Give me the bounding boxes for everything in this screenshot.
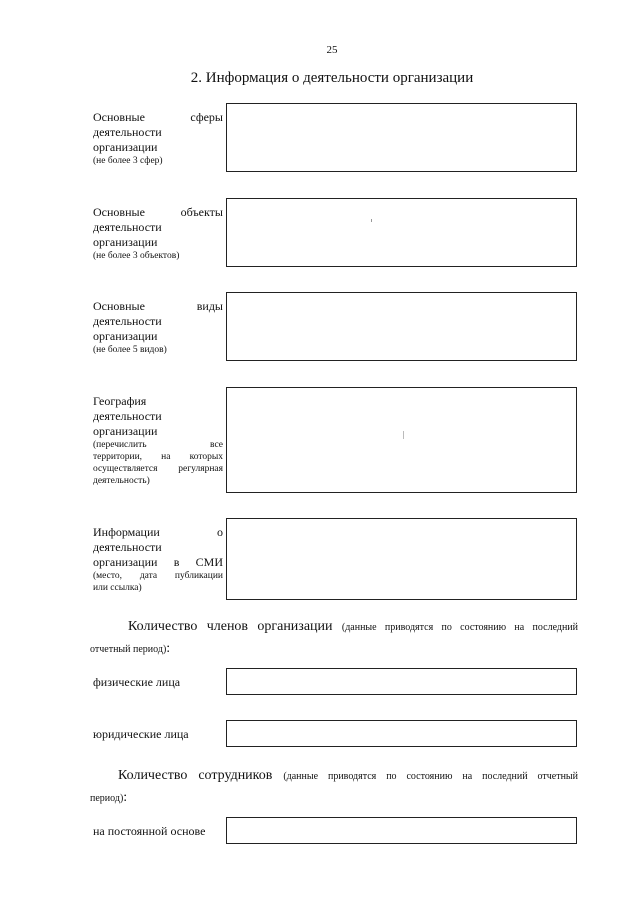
individuals-input-box[interactable] [226,668,577,695]
media-input-box[interactable] [226,518,577,600]
permanent-staff-label: на постоянной основе [93,824,206,838]
staff-heading: Количество сотрудников (данные приводятся по состоянию на последний отчетный период): [90,768,578,805]
individuals-label: физические лица [93,675,181,689]
scan-speck [403,431,404,439]
kinds-input-box[interactable] [226,292,577,361]
kinds-label: Основные виды деятельности организации (не более 5 видов) [93,299,223,355]
page-number: 25 [326,44,338,56]
geography-input-box[interactable] [226,387,577,493]
geography-label: География деятельности организации (перечислить все территории, на которых осуществляется регулярная деятельность) [93,394,224,486]
spheres-label: Основные сферы деятельности организации (не более 3 сфер) [93,110,223,166]
objects-label: Основные объекты деятельности организации (не более 3 объектов) [93,205,223,261]
objects-input-box[interactable] [226,198,577,267]
permanent-staff-input-box[interactable] [226,817,577,844]
legal-entities-input-box[interactable] [226,720,577,747]
spheres-input-box[interactable] [226,103,577,172]
members-heading: Количество членов организации (данные приводятся по состоянию на последний отчетный период): [90,619,579,656]
section-title: 2. Информация о деятельности организации [190,70,474,86]
media-label: Информации о деятельности организации в СМИ (место, дата публикации или ссылка) [93,525,224,593]
legal-entities-label: юридические лица [93,727,189,741]
scan-speck [371,219,372,222]
